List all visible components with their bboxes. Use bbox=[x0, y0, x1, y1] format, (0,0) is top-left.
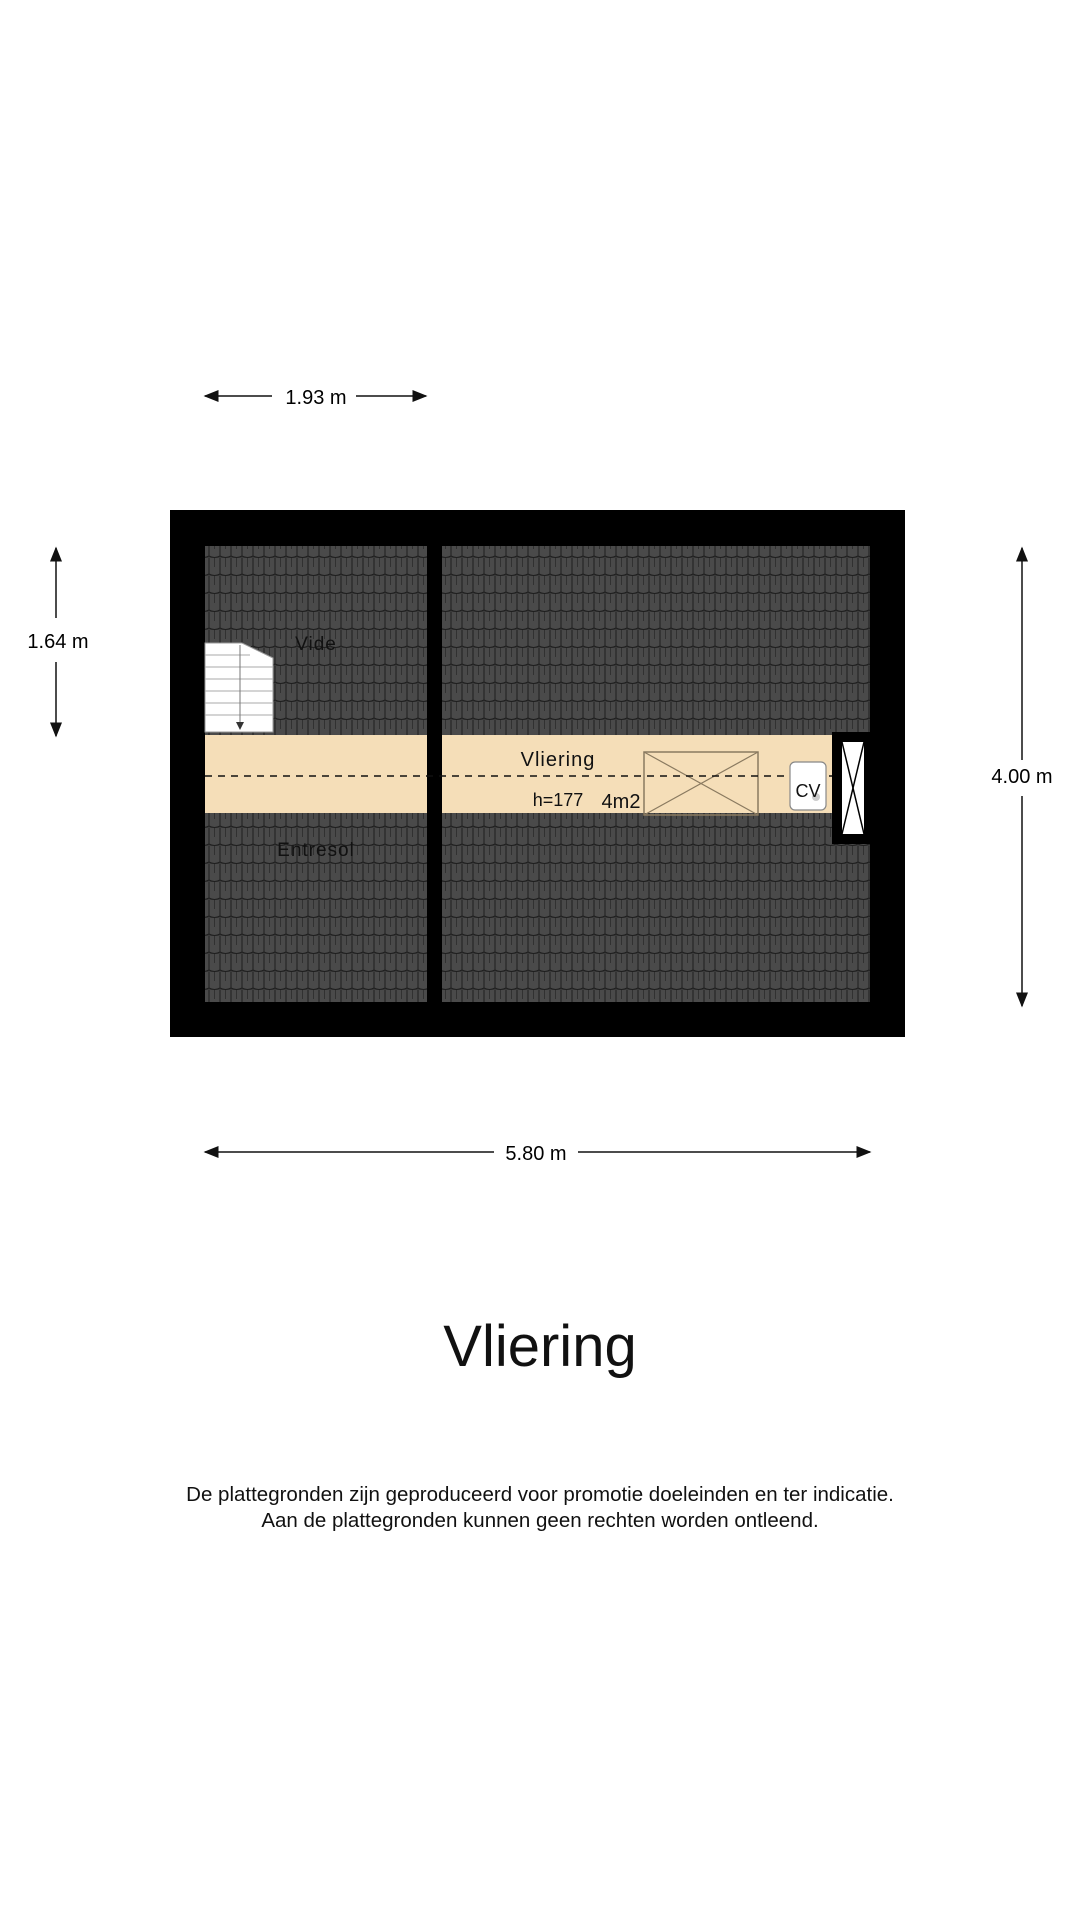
dimension-right-label: 4.00 m bbox=[991, 766, 1053, 788]
cv-label: CV bbox=[795, 781, 821, 801]
disclaimer bbox=[0, 1482, 1080, 1534]
dimension-top-label: 1.93 m bbox=[285, 387, 347, 409]
floor-strip-left bbox=[205, 735, 427, 813]
room-height-label: h=177 bbox=[532, 790, 584, 810]
page-title: Vliering bbox=[443, 1314, 637, 1379]
chimney bbox=[832, 732, 874, 844]
dimension-left bbox=[27, 548, 88, 736]
dimension-bottom bbox=[205, 1143, 870, 1165]
dimension-top bbox=[205, 387, 426, 409]
dimension-right bbox=[991, 548, 1052, 1006]
disclaimer-line-1: De plattegronden zijn geproduceerd voor promotie doeleinden en ter indicatie. bbox=[186, 1483, 894, 1506]
room-label-vliering: Vliering bbox=[520, 749, 596, 771]
room-label-entresol: Entresol bbox=[277, 840, 355, 861]
stair bbox=[205, 643, 273, 732]
room-label-vide: Vide bbox=[295, 634, 337, 655]
room-area-label: 4m2 bbox=[601, 791, 641, 813]
dimension-left-label: 1.64 m bbox=[27, 631, 89, 653]
disclaimer-line-2: Aan de plattegronden kunnen geen rechten worden ontleend. bbox=[261, 1509, 819, 1532]
dimension-bottom-label: 5.80 m bbox=[505, 1143, 567, 1165]
